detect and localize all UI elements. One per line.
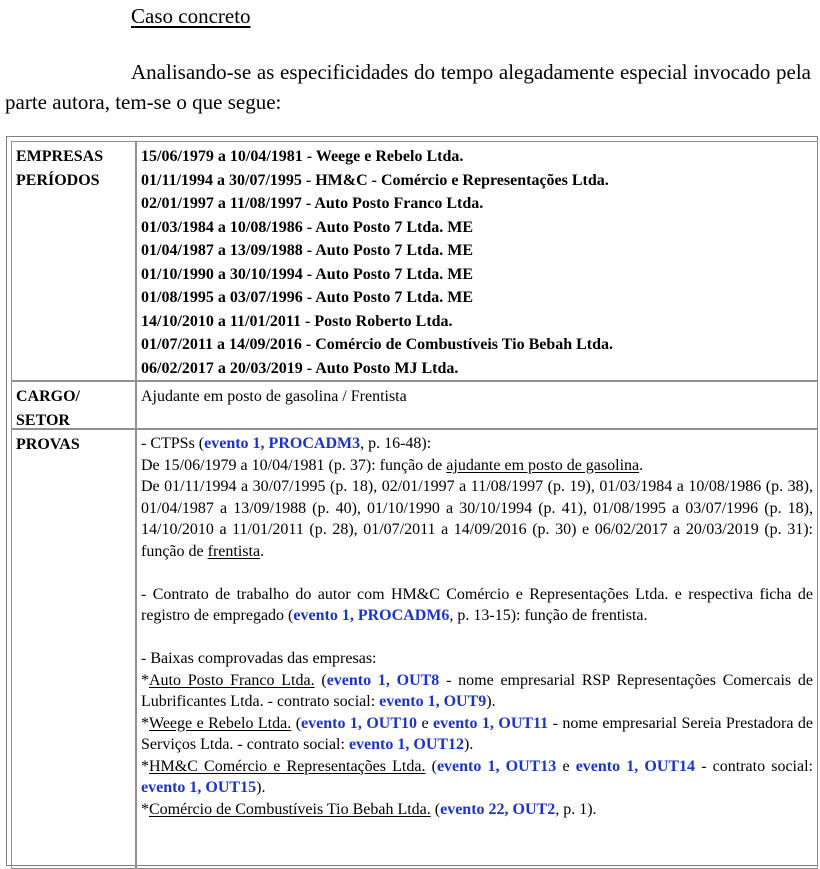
company-name: Auto Posto Franco Ltda. <box>149 671 315 689</box>
ctps-intro <box>141 433 813 455</box>
period-line: 01/08/1995 a 03/07/1996 - Auto Posto 7 Ltda. ME <box>141 289 474 306</box>
item-text: ( <box>425 757 437 775</box>
setor-label: SETOR <box>16 411 70 429</box>
period-line: 01/10/1990 a 30/10/1994 - Auto Posto 7 Ltda. ME <box>141 265 474 283</box>
reference-link[interactable]: evento 1, OUT11 <box>433 714 549 732</box>
ctps-line-1-end: . <box>639 456 644 474</box>
contrato-prefix: - Contrato de trabalho do autor com HM&C Comércio e Representações Ltda. e respectiva ficha de registro de empregado ( <box>141 585 813 624</box>
ctps-line-2-text: De 01/11/1994 a 30/07/1995 (p. 18), 02/01/1997 a 11/08/1997 (p. 19), 01/03/1984 a 10/08/1986 (p. 38), 01/04/1987 a 13/09/1988 (p. 40), 01/10/1990 a 30/10/1994 (p. 41), 01/08/1995 a 03/07/1996 (p. 18), 14/10/2010 a 11/01/2011 (p. 28), 01/07/2011 a 14/09/2016 (p. 30) e 06/02/2017 a 20/03/2019 (p. 31): função de <box>141 478 813 560</box>
provas-label-cell <box>11 429 136 869</box>
item-bullet: * <box>141 714 149 732</box>
intro-paragraph <box>5 57 811 117</box>
ctps-line-2-role: frentista <box>207 542 261 560</box>
reference-link[interactable]: evento 1, OUT13 <box>436 757 557 775</box>
period-line: 15/06/1979 a 10/04/1981 - Weege e Rebelo Ltda. <box>141 148 464 165</box>
reference-link[interactable]: evento 1, OUT12 <box>348 736 465 753</box>
contrato-paragraph <box>141 584 813 627</box>
periods-cell <box>136 141 818 381</box>
cargo-value: Ajudante em posto de gasolina / Frentista <box>141 388 407 405</box>
empresas-label: EMPRESAS <box>16 148 104 165</box>
reference-link[interactable]: evento 1, OUT10 <box>301 714 418 732</box>
reference-link[interactable]: evento 1, OUT8 <box>326 671 440 689</box>
ctps-line-2-end: . <box>260 542 265 560</box>
reference-link[interactable]: evento 22, OUT2 <box>440 800 556 818</box>
ctps-line-1-role: ajudante em posto de gasolina <box>446 456 640 474</box>
item-text: ( <box>291 714 302 732</box>
ctps-line-2 <box>141 476 813 562</box>
period-line: 01/04/1987 a 13/09/1988 - Auto Posto 7 Ltda. ME <box>141 242 474 259</box>
item-text: ( <box>314 671 327 689</box>
company-name: Comércio de Combustíveis Tio Bebah Ltda. <box>149 800 431 818</box>
item-bullet: * <box>141 671 149 689</box>
ctps-reference-link[interactable]: evento 1, PROCADM3 <box>204 435 361 452</box>
cargo-label: CARGO/ <box>16 388 80 405</box>
period-line: 02/01/1997 a 11/08/1997 - Auto Posto Franco Ltda. <box>141 195 484 212</box>
baixa-item <box>141 713 813 756</box>
ctps-suffix: , p. 16-48): <box>360 435 432 452</box>
item-text: , p. 1). <box>555 800 597 818</box>
baixa-item <box>141 670 813 713</box>
period-line: 06/02/2017 a 20/03/2019 - Auto Posto MJ Ltda. <box>141 359 459 377</box>
item-text: ). <box>256 779 266 796</box>
item-text: e <box>556 757 576 775</box>
item-text: ). <box>464 736 474 753</box>
empresas-label-cell <box>11 141 136 381</box>
contrato-reference-link[interactable]: evento 1, PROCADM6 <box>293 607 450 624</box>
spacer <box>141 562 813 584</box>
ctps-line-1 <box>141 455 813 477</box>
intro-text: Analisando-se as especificidades do tempo alegadamente especial invocado pela parte autora, tem-se o que segue: <box>5 60 811 114</box>
cargo-value-cell <box>136 381 818 429</box>
contrato-suffix: , p. 13-15): função de frentista. <box>449 607 648 624</box>
reference-link[interactable]: evento 1, OUT14 <box>575 757 696 775</box>
item-bullet: * <box>141 800 149 818</box>
spacer <box>141 627 813 649</box>
item-text: e <box>417 714 434 732</box>
period-line: 01/11/1994 a 30/07/1995 - HM&C - Comércio e Representações Ltda. <box>141 171 609 189</box>
item-text: ( <box>430 800 441 818</box>
ctps-prefix: - CTPSs ( <box>141 435 205 452</box>
periodos-label: PERÍODOS <box>16 171 100 189</box>
item-bullet: * <box>141 757 149 775</box>
provas-label: PROVAS <box>16 436 80 453</box>
period-line: 14/10/2010 a 11/01/2011 - Posto Roberto Ltda. <box>141 312 453 330</box>
section-heading: Caso concreto <box>131 4 251 28</box>
baixas-intro: - Baixas comprovadas das empresas: <box>141 650 377 667</box>
period-line: 01/03/1984 a 10/08/1986 - Auto Posto 7 Ltda. ME <box>141 218 474 236</box>
item-text: - contrato social: <box>695 757 813 775</box>
item-text: - nome empresarial Sereia Prestadora de Serviços Ltda. - contrato social: <box>141 714 813 753</box>
cargo-label-cell <box>11 381 136 429</box>
baixa-item <box>141 799 813 821</box>
provas-cell <box>136 429 818 869</box>
evidence-table <box>6 136 818 866</box>
baixa-item <box>141 756 813 799</box>
item-text: ). <box>486 693 496 710</box>
ctps-line-1-text: De 15/06/1979 a 10/04/1981 (p. 37): função de <box>141 456 447 474</box>
company-name: Weege e Rebelo Ltda. <box>149 714 292 732</box>
reference-link[interactable]: evento 1, OUT9 <box>379 693 487 710</box>
company-name: HM&C Comércio e Representações Ltda. <box>149 757 426 775</box>
reference-link[interactable]: evento 1, OUT15 <box>141 779 257 796</box>
item-text: - nome empresarial RSP Representações Comercais de Lubrificantes Ltda. - contrato social: <box>141 671 814 710</box>
period-line: 01/07/2011 a 14/09/2016 - Comércio de Combustíveis Tio Bebah Ltda. <box>141 336 614 353</box>
